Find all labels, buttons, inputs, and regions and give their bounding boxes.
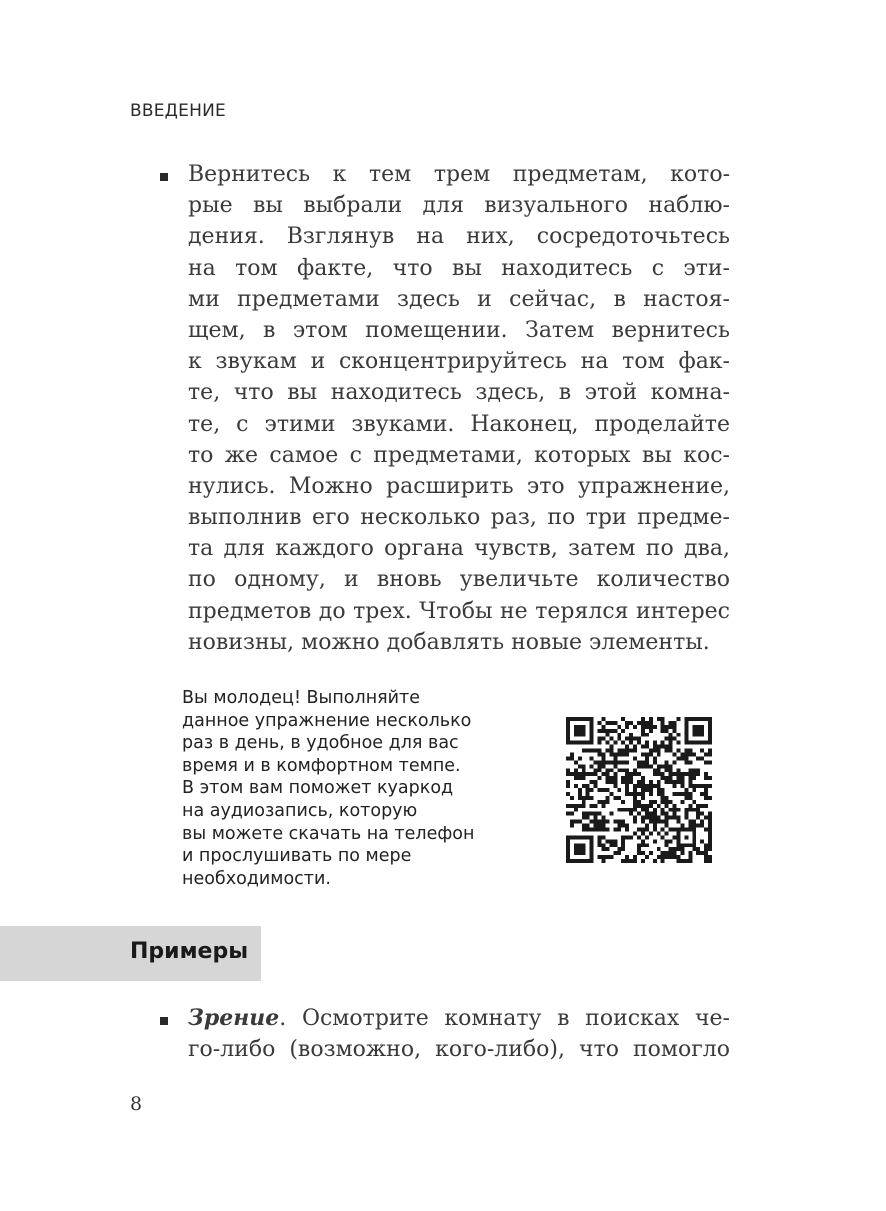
paragraph-line: рые вы выбрали для визуального наблю- <box>188 193 730 219</box>
bullet-square-icon <box>160 1017 168 1025</box>
note-line: данное упражнение несколько <box>182 710 472 731</box>
bullet-square-icon <box>160 173 168 181</box>
paragraph-line: новизны, можно добавлять новые элементы. <box>188 629 710 655</box>
note-line: раз в день, в удобное для вас <box>182 733 459 754</box>
page-number: 8 <box>130 1093 143 1115</box>
note-line: вы можете скачать на телефон <box>182 823 475 844</box>
qr-code-icon[interactable] <box>566 717 712 863</box>
note-line: Вы молодец! Выполняйте <box>182 688 421 708</box>
paragraph-line: ми предметами здесь и сейчас, в настоя- <box>188 286 730 312</box>
note-line: необходимости. <box>182 868 331 889</box>
note-line: В этом вам поможет куаркод <box>182 778 454 799</box>
section-title: Примеры <box>130 939 249 964</box>
paragraph-line: нулись. Можно расширить это упражнение, <box>188 473 730 499</box>
vision-term: Зрение <box>188 1005 280 1031</box>
exercise-paragraph <box>188 159 730 658</box>
note-line: на аудиозапись, которую <box>182 800 418 821</box>
running-head: ВВЕДЕНИЕ <box>130 101 226 121</box>
paragraph-line: Вернитесь к тем трем предметам, кото- <box>188 162 730 187</box>
paragraph-line: на том факте, что вы находитесь с эти- <box>188 255 730 281</box>
paragraph-line: предметов до трех. Чтобы не терялся интерес <box>188 598 730 624</box>
paragraph-line: та для каждого органа чувств, затем по два, <box>188 536 730 562</box>
note-line: время и в комфортном темпе. <box>182 755 461 776</box>
paragraph-line: к звукам и сконцентрируйтесь на том фак- <box>188 349 730 375</box>
vision-paragraph <box>188 1003 730 1065</box>
paragraph-line: те, что вы находитесь здесь, в этой комна- <box>188 380 730 406</box>
note-line: и прослушивать по мере <box>182 846 412 867</box>
vision-line-1 <box>188 1003 730 1034</box>
paragraph-line: те, с этими звуками. Наконец, проделайте <box>188 411 730 437</box>
paragraph-line: по одному, и вновь увеличьте количество <box>188 567 730 593</box>
vision-line-1-text: . Осмотрите комнату в поисках че- <box>279 1006 730 1031</box>
paragraph-line: щем, в этом помещении. Затем вернитесь <box>188 317 730 343</box>
audio-note <box>182 687 522 890</box>
paragraph-line: дения. Взглянув на них, сосредоточьтесь <box>188 224 730 250</box>
paragraph-line: выполнив его несколько раз, по три предме- <box>188 505 730 531</box>
paragraph-line: то же самое с предметами, которых вы кос- <box>188 442 730 468</box>
vision-line-2: го-либо (возможно, кого-либо), что помогло <box>188 1037 730 1063</box>
